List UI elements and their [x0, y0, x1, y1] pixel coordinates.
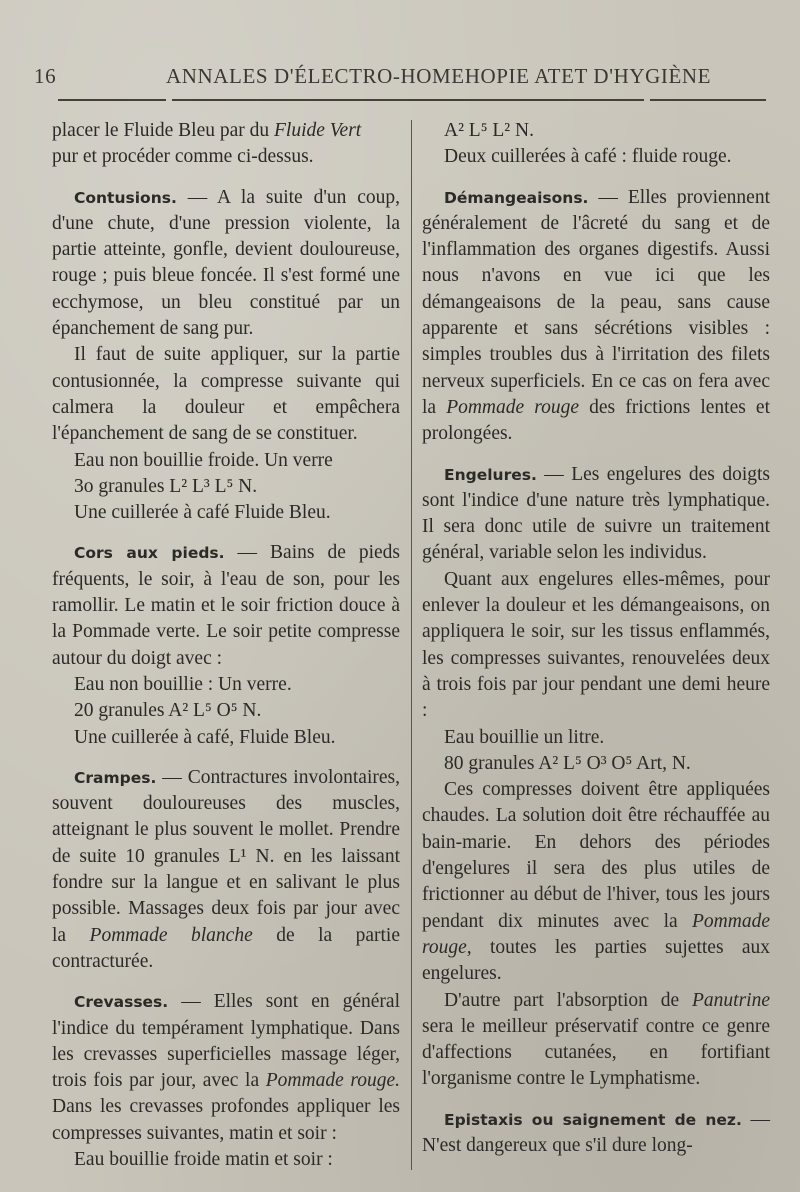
page-number: 16 [34, 64, 57, 88]
header-rule-middle [172, 99, 644, 101]
prescription-line: A² L⁵ L² N. [444, 120, 534, 141]
prescription-line: 20 granules A² L⁵ O⁵ N. [74, 700, 262, 722]
crampes-paragraph: Crampes. — Contractures involontaires, souvent douloureuses des muscles, atteignant le plus souvent le mollet. Prendre de suite 10 granules L¹ N. en les laissant fondre sur la langue et en salivant le plus possible. Massages deux fois par jour avec la Pommade blanche de la partie contracturée. [52, 766, 400, 972]
demangeaisons-paragraph: Démangeaisons. — Elles proviennent généralement de l'âcreté du sang et de l'inflammation des organes digestifs. Aussi nous n'avons en vue ici que les démangeaisons de la peau, sans cause apparente et sans sécrétions visibles : simples troubles dus à l'irritation des filets nerveux superficiels. En ce cas on fera avec la Pommade rouge des frictions lentes et prolongées. [422, 186, 770, 445]
prescription-line: Eau bouillie froide matin et soir : [74, 1148, 333, 1170]
left-column [52, 118, 400, 1173]
right-column [422, 118, 770, 1159]
crevasses-paragraph: Crevasses. — Elles sont en général l'indice du tempérament lymphatique. Dans les crevasses superficielles massage léger, trois fois par jour, avec la Pommade rouge. Dans les crevasses profondes appliquer les compresses suivantes, matin et soir : [52, 991, 400, 1144]
engelures-paragraph: Engelures. — Les engelures des doigts sont l'indice d'une nature très lymphatique. Il sera donc utile de suivre un traitement général, variable selon les individus. [422, 463, 770, 564]
prescription-line: 3o granules L² L³ L⁵ N. [74, 475, 258, 497]
prescription-line: Eau non bouillie froide. Un verre [74, 449, 333, 471]
section-keyword: Epistaxis ou saignement de nez. [444, 1110, 742, 1129]
intro-paragraph: placer le Fluide Bleu par du Fluide Vert pur et procéder comme ci-dessus. [52, 120, 362, 168]
section-keyword: Contusions. [74, 188, 177, 207]
prescription-line: Eau bouillie un litre. [444, 726, 605, 748]
section-keyword: Démangeaisons. [444, 188, 589, 207]
section-keyword: Engelures. [444, 465, 537, 484]
prescription-line: Eau non bouillie : Un verre. [74, 673, 292, 695]
header-rule-right [650, 99, 766, 101]
column-divider [411, 120, 412, 1170]
engelures-paragraph-3: Ces compresses doivent être appliquées chaudes. La solution doit être réchauffée au bain-marie. En dehors des périodes d'engelures il sera des plus utiles de frictionner au début de l'hiver, tous les jours pendant dix minutes avec la Pommade rouge, toutes les parties sujettes aux engelures. [422, 779, 770, 985]
section-keyword: Crevasses. [74, 993, 169, 1012]
journal-title: ANNALES D'ÉLECTRO-HOMEHOPIE ATET D'HYGIÈNE [166, 64, 712, 88]
section-keyword: Cors aux pieds. [74, 544, 225, 563]
contusions-paragraph: Contusions. — A la suite d'un coup, d'une chute, d'une pression violente, la partie atteinte, gonfle, devient douloureuse, rouge ; puis bleue foncée. Il s'est formé une ecchymose, un bleu constitué par un épanchement de sang pur. [52, 186, 400, 340]
prescription-line: Une cuillerée à café, Fluide Bleu. [74, 726, 336, 748]
contusions-paragraph-2: Il faut de suite appliquer, sur la partie contusionnée, la compresse suivante qui calmera la douleur et empêchera l'épanchement de sang de se constituer. [52, 344, 400, 445]
prescription-line: 80 granules A² L⁵ O³ O⁵ Art, N. [444, 752, 691, 774]
running-header [34, 64, 774, 88]
prescription-line: Deux cuillerées à café : fluide rouge. [444, 146, 732, 168]
engelures-paragraph-2: Quant aux engelures elles-mêmes, pour enlever la douleur et les démangeaisons, on appliquera le soir, sur les tissus enflammés, les compresses suivantes, renouvelées deux à trois fois par jour pendant une demi heure : [422, 568, 770, 722]
epistaxis-paragraph: Epistaxis ou saignement de nez. — N'est dangereux que s'il dure long- [422, 1108, 770, 1156]
prescription-line: Une cuillerée à café Fluide Bleu. [74, 502, 331, 524]
header-rule-left [58, 99, 166, 101]
engelures-paragraph-4: D'autre part l'absorption de Panutrine sera le meilleur préservatif contre ce genre d'affections cutanées, en fortifiant l'organisme contre le Lymphatisme. [422, 989, 770, 1090]
cors-paragraph: Cors aux pieds. — Bains de pieds fréquents, le soir, à l'eau de son, pour les ramollir. Le matin et le soir friction douce à la Pommade verte. Le soir petite compresse autour du doigt avec : [52, 542, 400, 669]
section-keyword: Crampes. [74, 768, 157, 787]
